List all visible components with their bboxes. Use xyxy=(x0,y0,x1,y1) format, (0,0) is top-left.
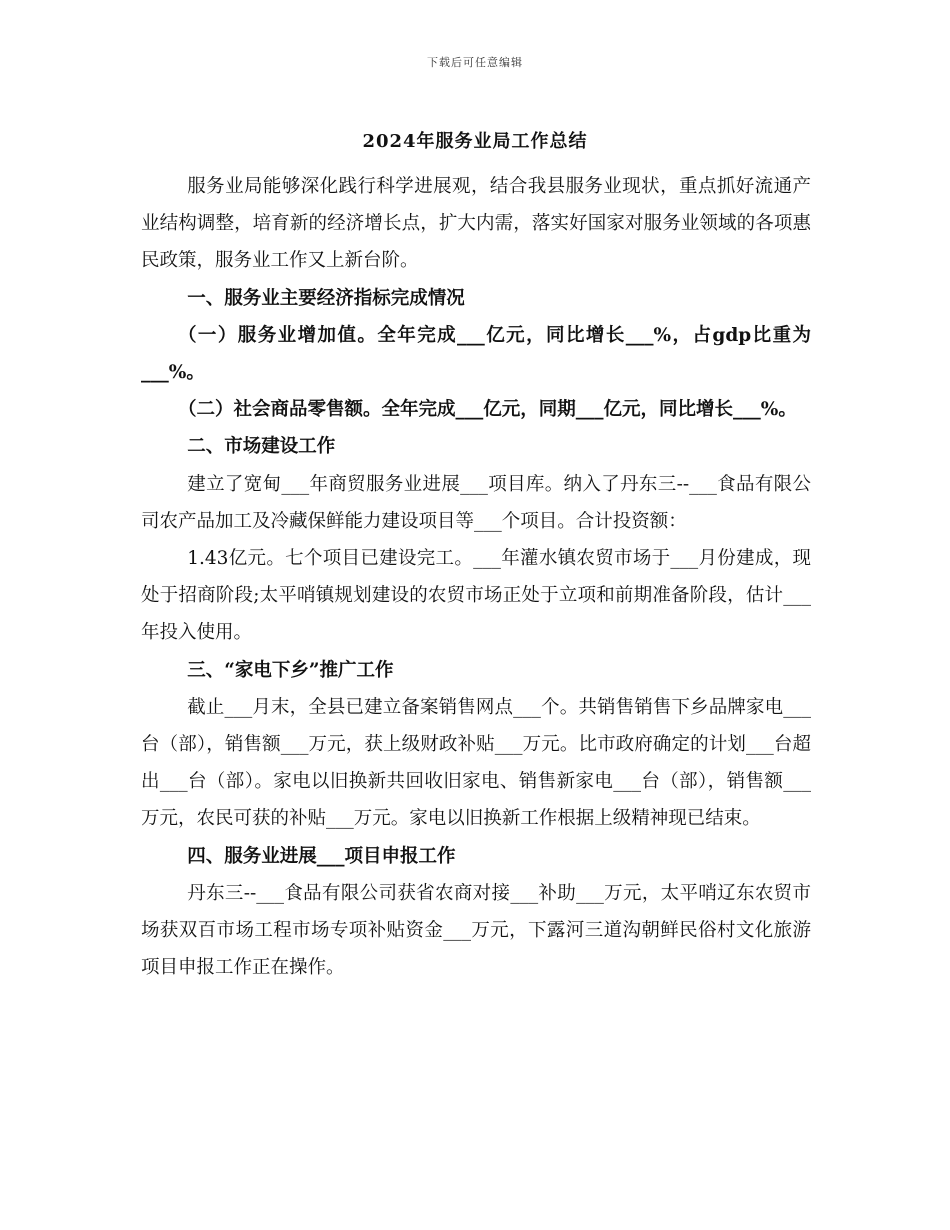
body-paragraph: 截止___月末，全县已建立备案销售网点___个。共销售销售下乡品牌家电___台（部），销售额___万元，获上级财政补贴___万元。比市政府确定的计划___台超出___台（部）。家电以旧换新共回收旧家电、销售新家电___台（部），销售额___万元，农民可获的补贴___万元。家电以旧换新工作根据上级精神现已结束。 xyxy=(141,696,811,830)
section-heading-3: 三、“家电下乡”推广工作 xyxy=(187,659,394,681)
body-paragraph: 丹东三--___食品有限公司获省农商对接___补助___万元，太平哨辽东农贸市场获双百市场工程市场专项补贴资金___万元，下露河三道沟朝鲜民俗村文化旅游项目申报工作正在操作。 xyxy=(141,882,811,979)
intro-paragraph: 服务业局能够深化践行科学进展观，结合我县服务业现状，重点抓好流通产业结构调整，培育新的经济增长点，扩大内需，落实好国家对服务业领域的各项惠民政策，服务业工作又上新台阶。 xyxy=(141,176,811,272)
body-paragraph: 建立了宽甸___年商贸服务业进展___项目库。纳入了丹东三--___食品有限公司农产品加工及冷藏保鲜能力建设项目等___个项目。合计投资额： xyxy=(141,473,811,532)
document-title: 2024年服务业局工作总结 xyxy=(362,131,588,152)
section-heading-1: 一、服务业主要经济指标完成情况 xyxy=(187,287,465,309)
subsection-heading-1-1: （一）服务业增加值。全年完成___亿元，同比增长___%，占gdp比重为___%。 xyxy=(141,324,811,384)
body-paragraph: 1.43亿元。七个项目已建设完工。___年灌水镇农贸市场于___月份建成，现处于招商阶段;太平哨镇规划建设的农贸市场正处于立项和前期准备阶段，估计___年投入使用。 xyxy=(141,548,811,644)
document-body xyxy=(141,168,811,986)
section-heading-4: 四、服务业进展___项目申报工作 xyxy=(187,845,456,867)
subsection-heading-1-2: （二）社会商品零售额。全年完成___亿元，同期___亿元，同比增长___%。 xyxy=(178,399,797,421)
section-heading-2: 二、市场建设工作 xyxy=(187,436,336,458)
page-header-note: 下载后可任意编辑 xyxy=(427,56,523,69)
